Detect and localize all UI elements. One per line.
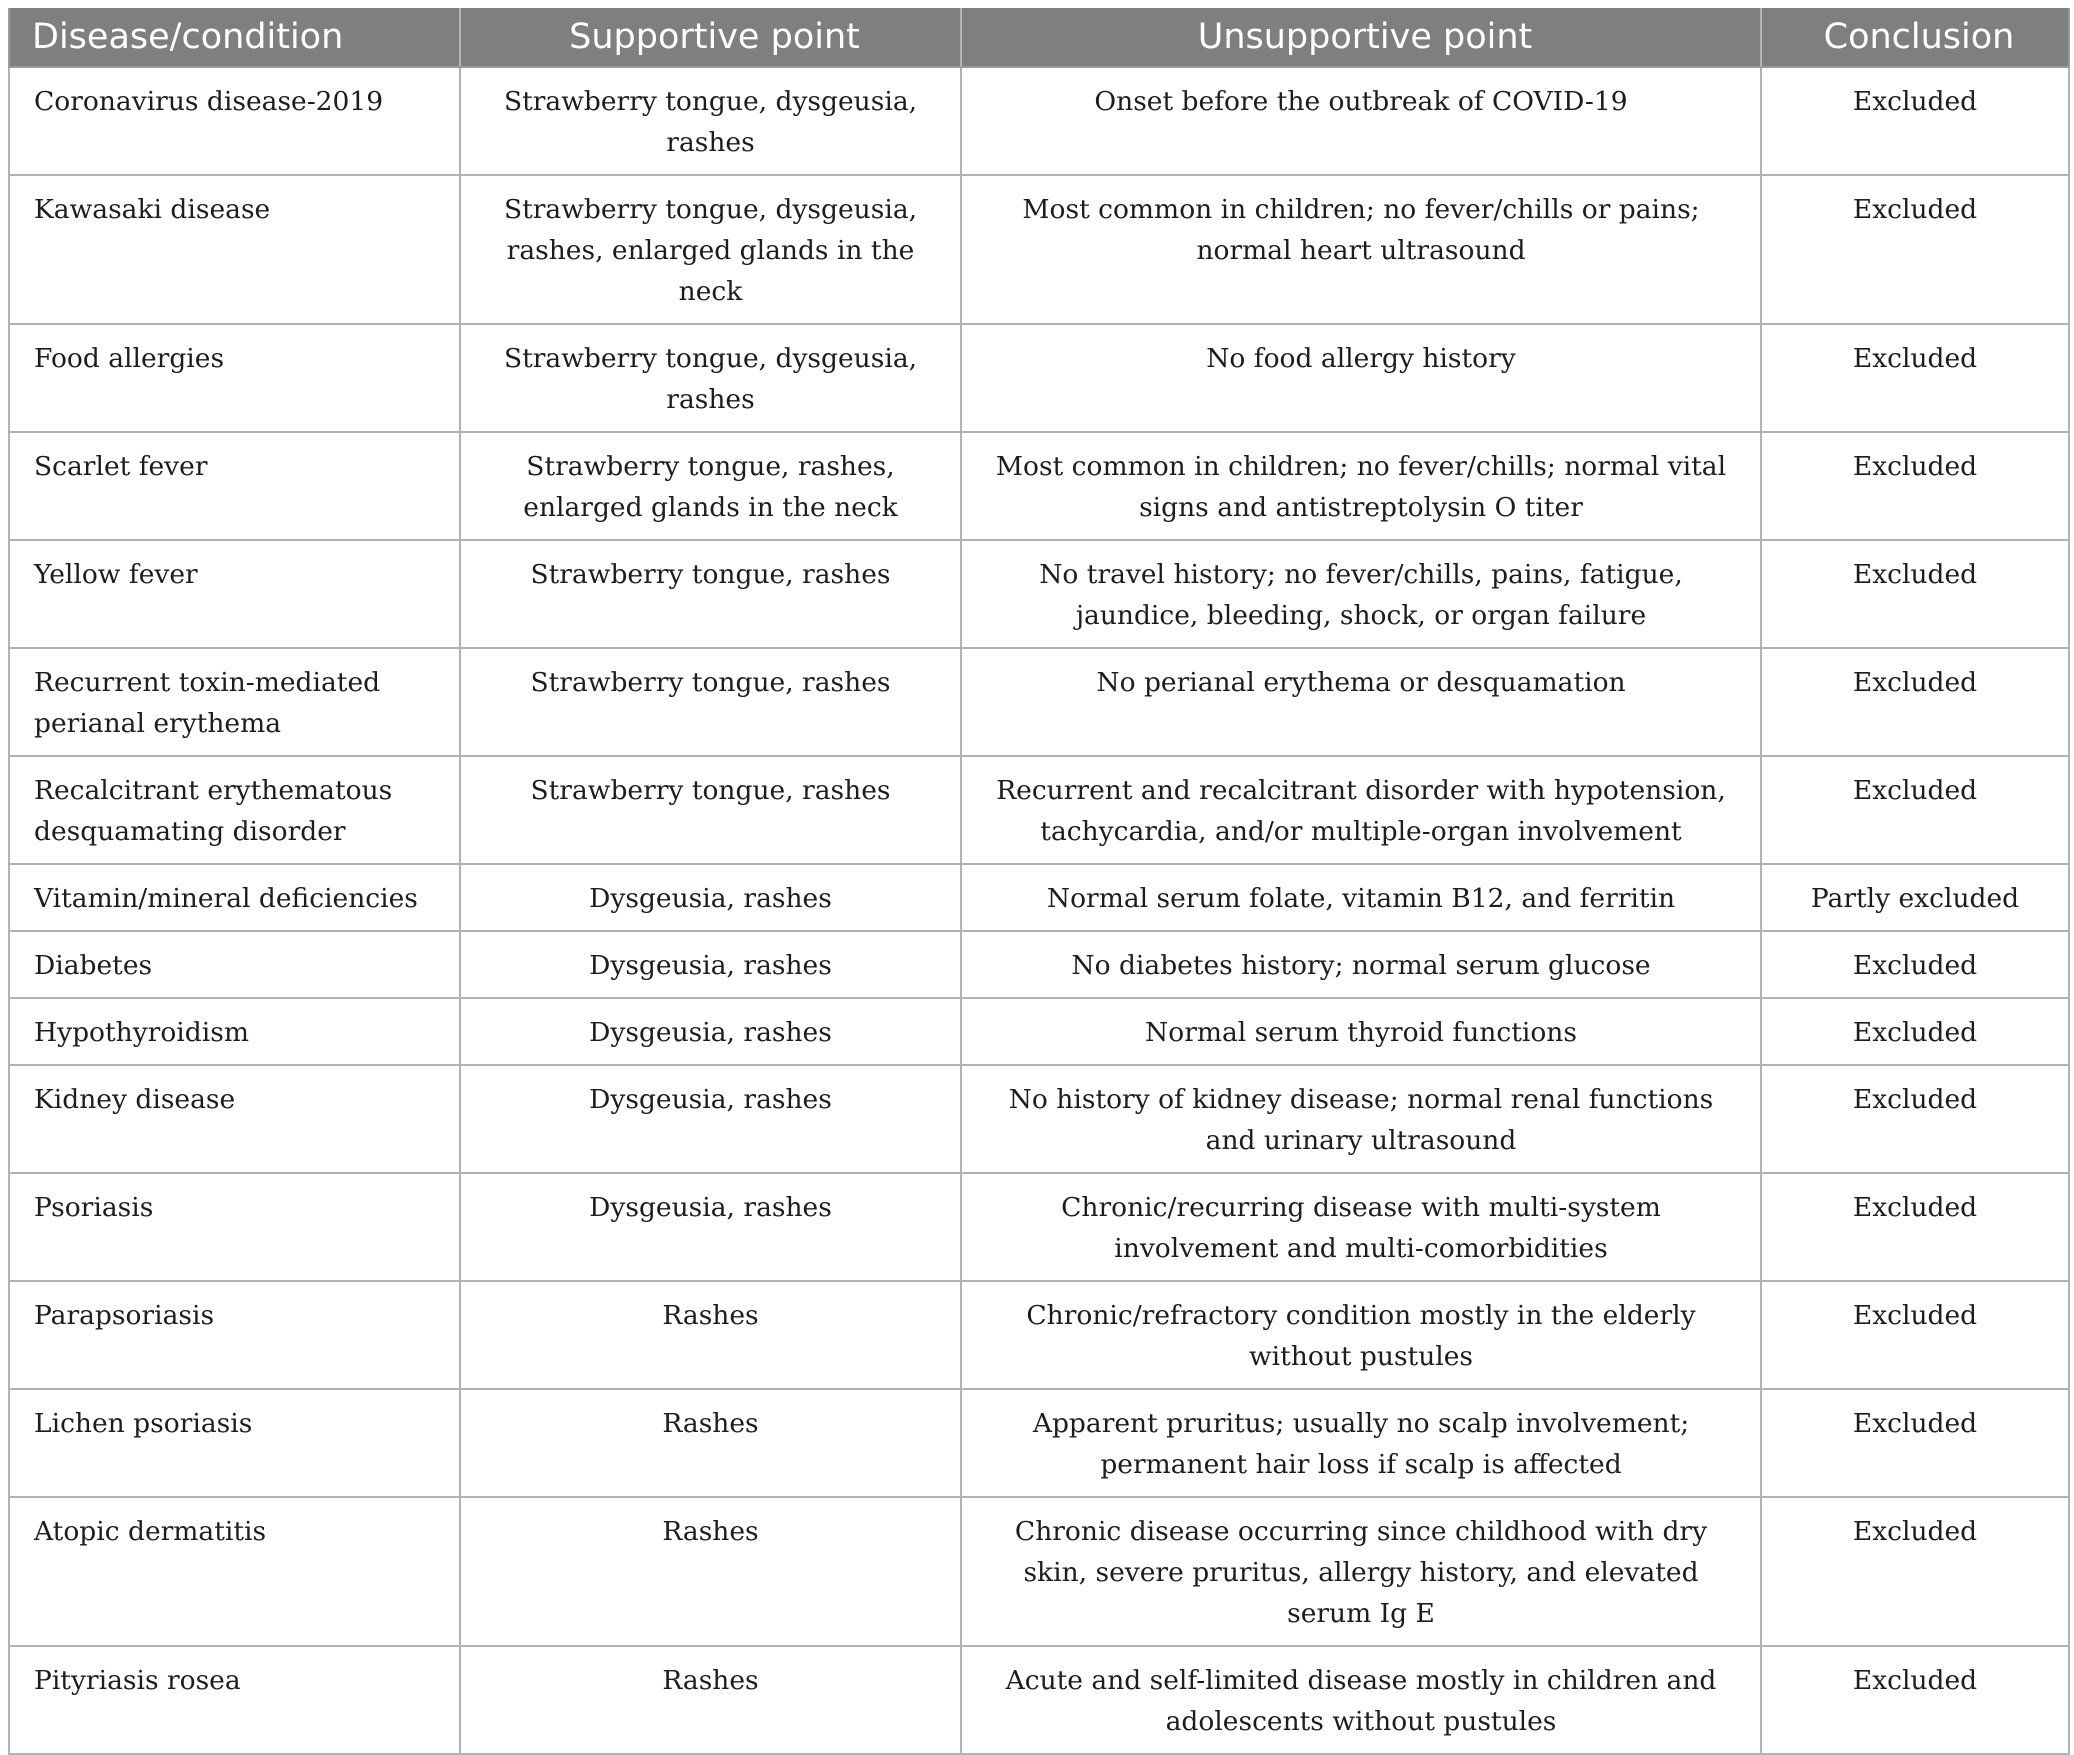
cell-conclusion: Excluded <box>1761 324 2069 432</box>
table-row <box>9 324 2069 432</box>
cell-disease-condition: Pityriasis rosea <box>9 1646 460 1754</box>
cell-unsupportive-point: No food allergy history <box>961 324 1761 432</box>
cell-supportive-point: Strawberry tongue, rashes <box>460 648 961 756</box>
table-row <box>9 1173 2069 1281</box>
cell-conclusion: Excluded <box>1761 432 2069 540</box>
cell-conclusion: Excluded <box>1761 175 2069 324</box>
cell-conclusion: Partly excluded <box>1761 864 2069 931</box>
cell-unsupportive-point: Acute and self-limited disease mostly in children and adolescents without pustules <box>961 1646 1761 1754</box>
cell-supportive-point: Strawberry tongue, rashes <box>460 540 961 648</box>
table-row <box>9 67 2069 175</box>
cell-conclusion: Excluded <box>1761 1065 2069 1173</box>
cell-conclusion: Excluded <box>1761 1497 2069 1646</box>
cell-conclusion: Excluded <box>1761 931 2069 998</box>
cell-supportive-point: Rashes <box>460 1281 961 1389</box>
cell-disease-condition: Kidney disease <box>9 1065 460 1173</box>
table-row <box>9 931 2069 998</box>
cell-supportive-point: Strawberry tongue, dysgeusia, rashes <box>460 67 961 175</box>
table-header <box>9 8 2069 67</box>
cell-disease-condition: Scarlet fever <box>9 432 460 540</box>
table-row <box>9 998 2069 1065</box>
table-row <box>9 756 2069 864</box>
table-row <box>9 1389 2069 1497</box>
cell-supportive-point: Dysgeusia, rashes <box>460 1065 961 1173</box>
cell-supportive-point: Dysgeusia, rashes <box>460 931 961 998</box>
differential-diagnosis-table-container <box>8 8 2068 1755</box>
cell-supportive-point: Rashes <box>460 1389 961 1497</box>
cell-unsupportive-point: No travel history; no fever/chills, pains, fatigue, jaundice, bleeding, shock, or organ failure <box>961 540 1761 648</box>
cell-unsupportive-point: Recurrent and recalcitrant disorder with hypotension, tachycardia, and/or multiple-organ involvement <box>961 756 1761 864</box>
cell-unsupportive-point: Chronic/refractory condition mostly in the elderly without pustules <box>961 1281 1761 1389</box>
cell-disease-condition: Diabetes <box>9 931 460 998</box>
table-row <box>9 864 2069 931</box>
cell-supportive-point: Rashes <box>460 1497 961 1646</box>
cell-conclusion: Excluded <box>1761 540 2069 648</box>
table-row <box>9 1065 2069 1173</box>
table-row <box>9 1497 2069 1646</box>
cell-supportive-point: Strawberry tongue, rashes <box>460 756 961 864</box>
cell-conclusion: Excluded <box>1761 1389 2069 1497</box>
cell-supportive-point: Dysgeusia, rashes <box>460 1173 961 1281</box>
cell-conclusion: Excluded <box>1761 1281 2069 1389</box>
cell-disease-condition: Vitamin/mineral deficiencies <box>9 864 460 931</box>
cell-disease-condition: Atopic dermatitis <box>9 1497 460 1646</box>
cell-supportive-point: Rashes <box>460 1646 961 1754</box>
cell-unsupportive-point: Chronic/recurring disease with multi-system involvement and multi-comorbidities <box>961 1173 1761 1281</box>
cell-unsupportive-point: Normal serum thyroid functions <box>961 998 1761 1065</box>
cell-supportive-point: Strawberry tongue, dysgeusia, rashes <box>460 324 961 432</box>
header-unsupportive-point: Unsupportive point <box>961 8 1761 67</box>
cell-unsupportive-point: No perianal erythema or desquamation <box>961 648 1761 756</box>
table-row <box>9 432 2069 540</box>
table-row <box>9 175 2069 324</box>
cell-disease-condition: Recurrent toxin-mediated perianal erythema <box>9 648 460 756</box>
table-row <box>9 648 2069 756</box>
cell-disease-condition: Food allergies <box>9 324 460 432</box>
cell-supportive-point: Dysgeusia, rashes <box>460 998 961 1065</box>
table-row <box>9 1281 2069 1389</box>
cell-unsupportive-point: Onset before the outbreak of COVID-19 <box>961 67 1761 175</box>
cell-unsupportive-point: Chronic disease occurring since childhood with dry skin, severe pruritus, allergy history, and elevated serum Ig E <box>961 1497 1761 1646</box>
cell-disease-condition: Recalcitrant erythematous desquamating disorder <box>9 756 460 864</box>
cell-supportive-point: Dysgeusia, rashes <box>460 864 961 931</box>
cell-disease-condition: Psoriasis <box>9 1173 460 1281</box>
table-body <box>9 67 2069 1754</box>
cell-conclusion: Excluded <box>1761 67 2069 175</box>
cell-conclusion: Excluded <box>1761 998 2069 1065</box>
cell-unsupportive-point: Apparent pruritus; usually no scalp involvement; permanent hair loss if scalp is affected <box>961 1389 1761 1497</box>
cell-disease-condition: Hypothyroidism <box>9 998 460 1065</box>
cell-unsupportive-point: No diabetes history; normal serum glucose <box>961 931 1761 998</box>
table-row <box>9 1646 2069 1754</box>
header-supportive-point: Supportive point <box>460 8 961 67</box>
differential-diagnosis-table <box>8 8 2070 1755</box>
cell-conclusion: Excluded <box>1761 1646 2069 1754</box>
cell-unsupportive-point: Most common in children; no fever/chills or pains; normal heart ultrasound <box>961 175 1761 324</box>
header-row <box>9 8 2069 67</box>
header-conclusion: Conclusion <box>1761 8 2069 67</box>
cell-supportive-point: Strawberry tongue, rashes, enlarged glands in the neck <box>460 432 961 540</box>
cell-conclusion: Excluded <box>1761 648 2069 756</box>
cell-disease-condition: Lichen psoriasis <box>9 1389 460 1497</box>
cell-disease-condition: Kawasaki disease <box>9 175 460 324</box>
cell-disease-condition: Yellow fever <box>9 540 460 648</box>
cell-disease-condition: Coronavirus disease-2019 <box>9 67 460 175</box>
cell-supportive-point: Strawberry tongue, dysgeusia, rashes, enlarged glands in the neck <box>460 175 961 324</box>
header-disease-condition: Disease/condition <box>9 8 460 67</box>
cell-conclusion: Excluded <box>1761 756 2069 864</box>
table-row <box>9 540 2069 648</box>
cell-conclusion: Excluded <box>1761 1173 2069 1281</box>
cell-unsupportive-point: No history of kidney disease; normal renal functions and urinary ultrasound <box>961 1065 1761 1173</box>
cell-unsupportive-point: Normal serum folate, vitamin B12, and ferritin <box>961 864 1761 931</box>
cell-disease-condition: Parapsoriasis <box>9 1281 460 1389</box>
cell-unsupportive-point: Most common in children; no fever/chills; normal vital signs and antistreptolysin O titer <box>961 432 1761 540</box>
